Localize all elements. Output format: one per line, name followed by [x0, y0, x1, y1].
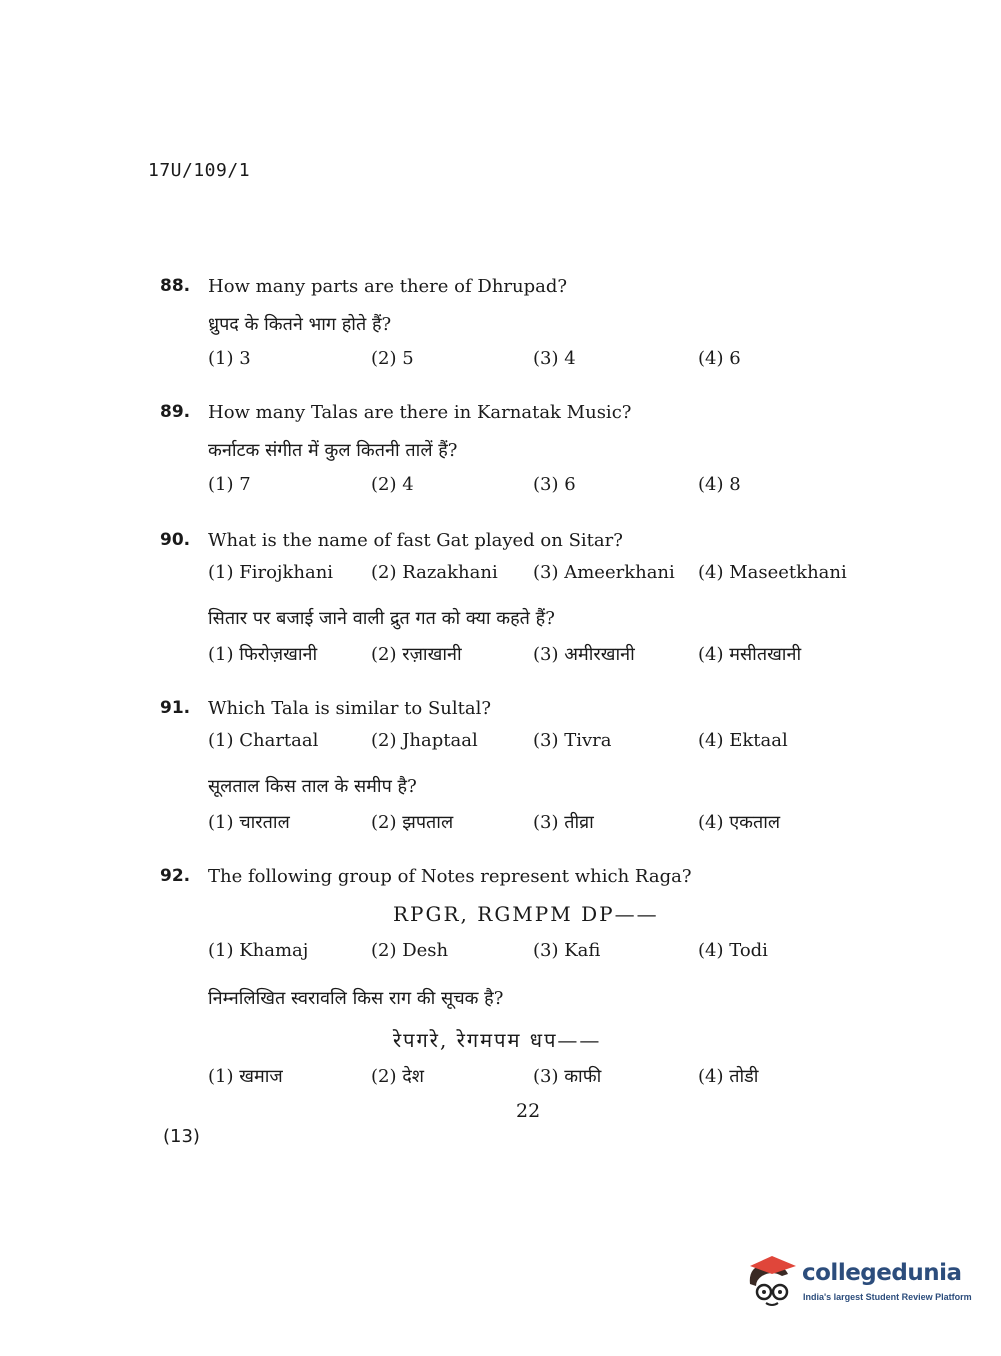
logo-name: collegedunia — [802, 1260, 962, 1286]
question-number: 91. — [160, 698, 191, 718]
option-4-hindi: (4) तोडी — [698, 1066, 759, 1087]
option-3-hindi: (3) अमीरखानी — [533, 644, 635, 665]
options-row-english — [208, 558, 860, 598]
question-92 — [160, 860, 860, 1096]
options-row — [208, 470, 860, 506]
option-2: (2) Razakhani — [371, 562, 498, 583]
option-4: (4) Maseetkhani — [698, 562, 847, 583]
question-text-hindi: निम्नलिखित स्वरावलि किस राग की सूचक है? — [208, 988, 504, 1009]
question-text-english: Which Tala is similar to Sultal? — [208, 698, 491, 719]
question-text-english: What is the name of fast Gat played on Sitar? — [208, 530, 623, 551]
option-4-hindi: (4) एकताल — [698, 812, 781, 833]
options-row — [208, 344, 860, 380]
option-3: (3) 4 — [533, 348, 576, 369]
option-1: (1) Firojkhani — [208, 562, 334, 583]
question-number: 92. — [160, 866, 191, 886]
question-88 — [160, 270, 860, 380]
question-number: 89. — [160, 402, 191, 422]
option-1-hindi: (1) खमाज — [208, 1066, 283, 1087]
collegedunia-logo — [742, 1252, 972, 1310]
question-91 — [160, 692, 860, 842]
option-1-hindi: (1) फिरोज़खानी — [208, 644, 318, 665]
options-row-english — [208, 726, 860, 766]
option-1: (1) Chartaal — [208, 730, 319, 751]
option-4: (4) Todi — [698, 940, 768, 961]
option-1: (1) 3 — [208, 348, 251, 369]
question-text-hindi: सितार पर बजाई जाने वाली द्रुत गत को क्या कहते हैं? — [208, 608, 555, 629]
option-3: (3) Ameerkhani — [533, 562, 675, 583]
option-4: (4) 8 — [698, 474, 741, 495]
paper-code: 17U/109/1 — [148, 160, 251, 181]
options-row-hindi — [208, 638, 860, 674]
question-text-hindi: सूलताल किस ताल के समीप है? — [208, 776, 417, 797]
option-4: (4) Ektaal — [698, 730, 788, 751]
footer-code: (13) — [163, 1126, 200, 1147]
option-3: (3) Tivra — [533, 730, 612, 751]
option-2-hindi: (2) रज़ाखानी — [371, 644, 462, 665]
option-1: (1) 7 — [208, 474, 251, 495]
option-2-hindi: (2) देश — [371, 1066, 425, 1087]
option-2: (2) Desh — [371, 940, 449, 961]
options-row-hindi — [208, 806, 860, 842]
question-text-hindi: ध्रुपद के कितने भाग होते हैं? — [208, 314, 392, 335]
logo-tagline: India's largest Student Review Platform — [803, 1292, 972, 1302]
question-text-hindi: कर्नाटक संगीत में कुल कितनी तालें हैं? — [208, 440, 458, 461]
question-text-english: The following group of Notes represent which Raga? — [208, 866, 692, 887]
option-3: (3) 6 — [533, 474, 576, 495]
question-text-english: How many Talas are there in Karnatak Music? — [208, 402, 632, 423]
option-1-hindi: (1) चारताल — [208, 812, 290, 833]
note-sequence-english: RPGR, RGMPM DP—— — [393, 902, 659, 926]
option-2: (2) 5 — [371, 348, 414, 369]
question-text-english: How many parts are there of Dhrupad? — [208, 276, 568, 297]
note-sequence-hindi: रेपगरे, रेगमपम धप—— — [393, 1028, 602, 1052]
page-number: 22 — [516, 1100, 541, 1122]
option-2: (2) 4 — [371, 474, 414, 495]
mascot-icon — [742, 1254, 798, 1308]
option-2-hindi: (2) झपताल — [371, 812, 454, 833]
question-89 — [160, 396, 860, 506]
option-3-hindi: (3) तीव्रा — [533, 812, 594, 833]
question-90 — [160, 524, 860, 674]
option-1: (1) Khamaj — [208, 940, 309, 961]
option-2: (2) Jhaptaal — [371, 730, 478, 751]
question-number: 90. — [160, 530, 191, 550]
option-4: (4) 6 — [698, 348, 741, 369]
question-number: 88. — [160, 276, 191, 296]
option-3: (3) Kafi — [533, 940, 601, 961]
option-4-hindi: (4) मसीतखानी — [698, 644, 802, 665]
options-row-hindi — [208, 1060, 860, 1096]
option-3-hindi: (3) काफी — [533, 1066, 602, 1087]
options-row-english — [208, 936, 860, 978]
